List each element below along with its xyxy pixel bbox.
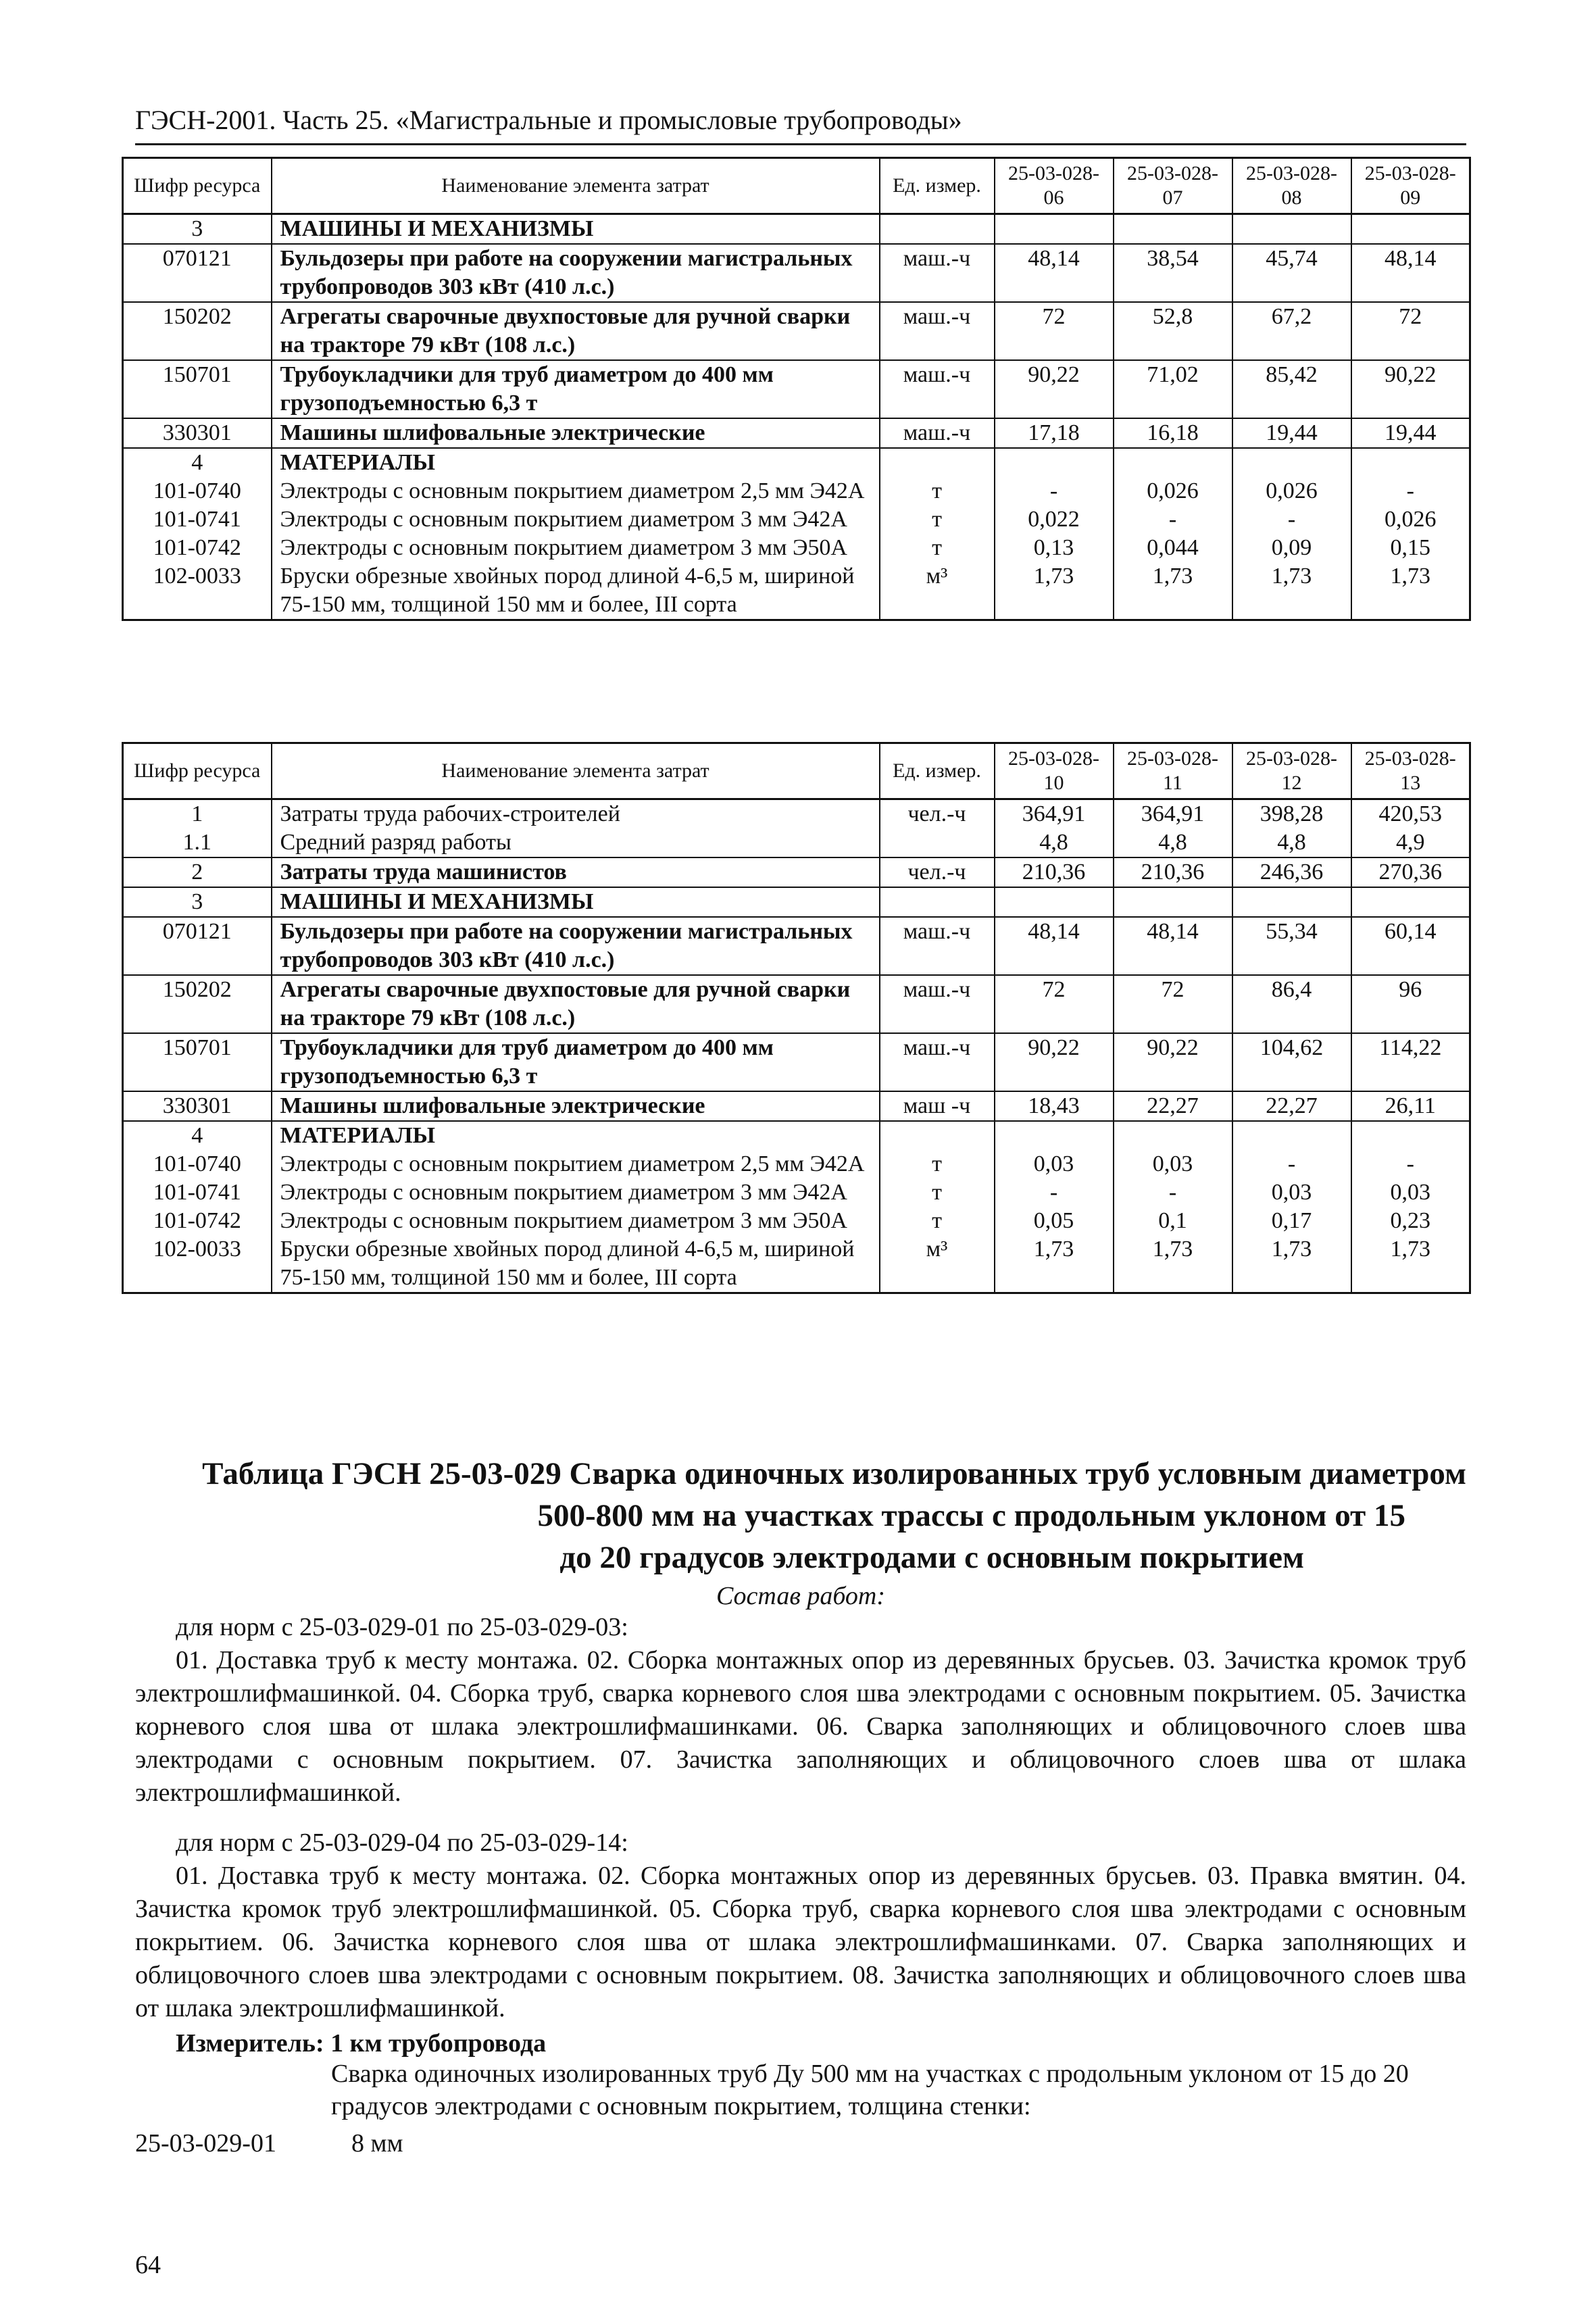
column-header-norm: 25-03-028-10 [995,743,1114,799]
resource-name-cell: Затраты труда рабочих-строителей [272,799,880,829]
resource-code-cell: 102-0033 [123,562,272,620]
column-header-norm: 25-03-028-13 [1351,743,1470,799]
value-cell [995,887,1114,917]
unit-cell: чел.-ч [880,799,995,829]
resource-name-cell: Машины шлифовальные электрические [272,1091,880,1121]
value-cell: - [995,477,1114,505]
value-cell: 210,36 [1114,857,1232,887]
unit-cell: маш.-ч [880,917,995,975]
value-cell: 104,62 [1232,1033,1351,1091]
value-cell: 210,36 [995,857,1114,887]
value-cell: - [1232,505,1351,534]
resource-name-cell: Агрегаты сварочные двухпостовые для ручной сварки на тракторе 79 кВт (108 л.с.) [272,975,880,1033]
running-header: ГЭСН-2001. Часть 25. «Магистральные и промысловые трубопроводы» [135,101,1466,145]
unit-cell: маш.-ч [880,1033,995,1091]
column-header-norm: 25-03-028-07 [1114,158,1232,214]
unit-cell: м³ [880,1235,995,1293]
value-cell: 19,44 [1351,418,1470,448]
resource-name-cell: МАШИНЫ И МЕХАНИЗМЫ [272,887,880,917]
value-cell [1351,448,1470,477]
value-cell: 90,22 [995,360,1114,418]
value-cell: 90,22 [1351,360,1470,418]
value-cell: - [1114,505,1232,534]
value-cell: - [995,1178,1114,1207]
value-cell [1114,214,1232,245]
value-cell: 0,15 [1351,534,1470,562]
table-row [123,562,1470,620]
value-cell: 1,73 [1114,1235,1232,1293]
resource-name-cell: Машины шлифовальные электрические [272,418,880,448]
value-cell: 90,22 [1114,1033,1232,1091]
section-title [135,1453,1466,1578]
value-cell: - [1351,477,1470,505]
section-title-line: 500-800 мм на участках трассы с продольным уклоном от 15 [537,1498,1405,1533]
table-row [123,1091,1470,1121]
value-cell: 71,02 [1114,360,1232,418]
value-cell [995,448,1114,477]
table-row [123,887,1470,917]
value-cell: - [1351,1150,1470,1178]
value-cell: 0,05 [995,1207,1114,1235]
unit-cell: м³ [880,562,995,620]
value-cell: 0,022 [995,505,1114,534]
resource-name-cell: МАШИНЫ И МЕХАНИЗМЫ [272,214,880,245]
value-cell: 17,18 [995,418,1114,448]
value-cell [1114,448,1232,477]
value-cell: 1,73 [1232,1235,1351,1293]
value-cell: 0,026 [1232,477,1351,505]
value-cell: 0,026 [1114,477,1232,505]
value-cell: 52,8 [1114,302,1232,360]
resource-code-cell: 101-0742 [123,534,272,562]
unit-cell: т [880,1150,995,1178]
value-cell: 48,14 [1351,244,1470,302]
value-cell [1232,214,1351,245]
value-cell: 48,14 [1114,917,1232,975]
column-header-norm: 25-03-028-09 [1351,158,1470,214]
resource-code-cell: 2 [123,857,272,887]
norm-thickness: 8 мм [351,2129,403,2158]
value-cell: 0,03 [1114,1150,1232,1178]
value-cell: 1,73 [1232,562,1351,620]
value-cell: 72 [1114,975,1232,1033]
value-cell [1351,1121,1470,1150]
resource-name-cell: Электроды с основным покрытием диаметром 3 мм Э50А [272,534,880,562]
unit-cell: т [880,505,995,534]
value-cell [1114,1121,1232,1150]
unit-cell: т [880,477,995,505]
table-row [123,799,1470,829]
value-cell: 45,74 [1232,244,1351,302]
value-cell: 0,03 [995,1150,1114,1178]
value-cell: 4,8 [995,828,1114,857]
value-cell: 246,36 [1232,857,1351,887]
resource-name-cell: Электроды с основным покрытием диаметром 2,5 мм Э42А [272,477,880,505]
resource-code-cell: 3 [123,214,272,245]
resource-name-cell: Бруски обрезные хвойных пород длиной 4-6,5 м, шириной 75-150 мм, толщиной 150 мм и более, III сорта [272,1235,880,1293]
unit-cell: маш.-ч [880,418,995,448]
table-header-row [123,743,1470,799]
unit-cell [880,448,995,477]
unit-cell: маш.-ч [880,360,995,418]
work-group-text: 01. Доставка труб к месту монтажа. 02. Сборка монтажных опор из деревянных брусьев. 03. Зачистка кромок труб электрошлифмашинкой. 04. Сборка труб, сварка корневого слоя шва электродами с основным покрытием. 05. Зачистка корневого слоя шва от шлака электрошлифмашинками. 06. Сварка заполняющих и облицовочного слоев шва электродами с основным покрытием. 07. Зачистка заполняющих и облицовочного слоев шва от шлака электрошлифмашинкой. [135,1646,1466,1807]
resource-name-cell: МАТЕРИАЛЫ [272,448,880,477]
table-row [123,448,1470,477]
value-cell [1114,887,1232,917]
value-cell: 114,22 [1351,1033,1470,1091]
page-number: 64 [135,2251,161,2279]
table-row [123,477,1470,505]
section-title-line: до 20 градусов электродами с основным покрытием [559,1540,1304,1575]
value-cell: 1,73 [1114,562,1232,620]
work-group-heading: для норм с 25-03-029-04 по 25-03-029-14: [176,1828,628,1857]
column-header-norm: 25-03-028-08 [1232,158,1351,214]
value-cell: 4,8 [1114,828,1232,857]
resource-name-cell: Электроды с основным покрытием диаметром 3 мм Э42А [272,505,880,534]
value-cell: 0,13 [995,534,1114,562]
table-row [123,244,1470,302]
table-row [123,1178,1470,1207]
resource-name-cell: Электроды с основным покрытием диаметром 2,5 мм Э42А [272,1150,880,1178]
unit-cell: т [880,1178,995,1207]
column-header-unit: Ед. измер. [880,158,995,214]
value-cell: 48,14 [995,917,1114,975]
resource-code-cell: 150202 [123,302,272,360]
resource-code-cell: 330301 [123,418,272,448]
table-row [123,360,1470,418]
unit-cell [880,1121,995,1150]
resource-name-cell: Электроды с основным покрытием диаметром 3 мм Э42А [272,1178,880,1207]
work-group-2 [135,1826,1466,2025]
table-row [123,1235,1470,1293]
value-cell: 72 [995,975,1114,1033]
table-row [123,1207,1470,1235]
resource-code-cell: 4 [123,448,272,477]
value-cell: 270,36 [1351,857,1470,887]
resource-code-cell: 101-0742 [123,1207,272,1235]
table-row [123,214,1470,245]
resource-name-cell: Бульдозеры при работе на сооружении магистральных трубопроводов 303 кВт (410 л.с.) [272,244,880,302]
table-row [123,302,1470,360]
value-cell: 420,53 [1351,799,1470,829]
table-row [123,975,1470,1033]
value-cell [995,214,1114,245]
resource-code-cell: 1 [123,799,272,829]
resource-code-cell: 330301 [123,1091,272,1121]
resource-name-cell: МАТЕРИАЛЫ [272,1121,880,1150]
value-cell: 364,91 [1114,799,1232,829]
resource-code-cell: 101-0741 [123,505,272,534]
unit-cell [880,887,995,917]
value-cell [1351,214,1470,245]
column-header-unit: Ед. измер. [880,743,995,799]
column-header-name: Наименование элемента затрат [272,743,880,799]
resource-code-cell: 102-0033 [123,1235,272,1293]
value-cell [1351,887,1470,917]
value-cell: 0,17 [1232,1207,1351,1235]
value-cell: 398,28 [1232,799,1351,829]
value-cell: 0,03 [1232,1178,1351,1207]
value-cell: 22,27 [1232,1091,1351,1121]
column-header-code: Шифр ресурса [123,158,272,214]
resource-code-cell: 070121 [123,244,272,302]
value-cell: 72 [1351,302,1470,360]
column-header-code: Шифр ресурса [123,743,272,799]
resource-name-cell: Затраты труда машинистов [272,857,880,887]
table-row [123,828,1470,857]
norm-description: Сварка одиночных изолированных труб Ду 500 мм на участках с продольным уклоном от 15 до 20 градусов электродами с основным покрытием, толщина стенки: [331,2060,1409,2120]
value-cell: 0,09 [1232,534,1351,562]
value-cell: 0,026 [1351,505,1470,534]
value-cell: 96 [1351,975,1470,1033]
value-cell: 1,73 [1351,562,1470,620]
resource-code-cell: 150202 [123,975,272,1033]
value-cell: 4,9 [1351,828,1470,857]
table-row [123,1121,1470,1150]
value-cell: 19,44 [1232,418,1351,448]
unit-cell [880,214,995,245]
resource-code-cell: 101-0740 [123,477,272,505]
unit-cell: чел.-ч [880,857,995,887]
resource-name-cell: Бруски обрезные хвойных пород длиной 4-6,5 м, шириной 75-150 мм, толщиной 150 мм и более, III сорта [272,562,880,620]
work-group-1 [135,1611,1466,1810]
resource-name-cell: Трубоукладчики для труб диаметром до 400 мм грузоподъемностью 6,3 т [272,1033,880,1091]
resource-code-cell: 101-0741 [123,1178,272,1207]
value-cell: 0,044 [1114,534,1232,562]
work-composition-heading: Состав работ: [716,1582,886,1610]
value-cell: 0,23 [1351,1207,1470,1235]
value-cell: 86,4 [1232,975,1351,1033]
value-cell: 1,73 [1351,1235,1470,1293]
column-header-name: Наименование элемента затрат [272,158,880,214]
value-cell: 0,03 [1351,1178,1470,1207]
resource-table-2 [122,742,1471,1294]
unit-cell: маш.-ч [880,244,995,302]
table-row [123,418,1470,448]
resource-code-cell: 4 [123,1121,272,1150]
resource-name-cell: Электроды с основным покрытием диаметром 3 мм Э50А [272,1207,880,1235]
value-cell: 90,22 [995,1033,1114,1091]
column-header-norm: 25-03-028-06 [995,158,1114,214]
resource-code-cell: 1.1 [123,828,272,857]
table-row [123,1150,1470,1178]
resource-name-cell: Бульдозеры при работе на сооружении магистральных трубопроводов 303 кВт (410 л.с.) [272,917,880,975]
resource-code-cell: 150701 [123,360,272,418]
value-cell: 1,73 [995,562,1114,620]
resource-name-cell: Агрегаты сварочные двухпостовые для ручной сварки на тракторе 79 кВт (108 л.с.) [272,302,880,360]
table-row [123,917,1470,975]
resource-code-cell: 101-0740 [123,1150,272,1178]
value-cell [1232,887,1351,917]
work-group-heading: для норм с 25-03-029-01 по 25-03-029-03: [176,1613,628,1641]
value-cell: 67,2 [1232,302,1351,360]
unit-cell [880,828,995,857]
column-header-norm: 25-03-028-11 [1114,743,1232,799]
value-cell [995,1121,1114,1150]
value-cell: 16,18 [1114,418,1232,448]
value-cell: 48,14 [995,244,1114,302]
resource-code-cell: 070121 [123,917,272,975]
value-cell: 26,11 [1351,1091,1470,1121]
unit-cell: т [880,1207,995,1235]
column-header-norm: 25-03-028-12 [1232,743,1351,799]
value-cell: 364,91 [995,799,1114,829]
work-group-text: 01. Доставка труб к месту монтажа. 02. Сборка монтажных опор из деревянных брусьев. 03. Правка вмятин. 04. Зачистка кромок труб электрошлифмашинкой. 05. Сборка труб, сварка корневого слоя шва электродами с основным покрытием. 06. Зачистка корневого слоя шва от шлака электрошлифмашинками. 07. Сварка заполняющих и облицовочного слоев шва электродами с основным покрытием. 08. Зачистка заполняющих и облицовочного слоев шва от шлака электрошлифмашинкой. [135,1862,1466,2022]
norm-code: 25-03-029-01 [135,2129,276,2158]
resource-code-cell: 3 [123,887,272,917]
section-title-line: Таблица ГЭСН 25-03-029 Сварка одиночных изолированных труб условным диаметром [202,1456,1466,1491]
unit-cell: маш -ч [880,1091,995,1121]
value-cell: 1,73 [995,1235,1114,1293]
value-cell: 55,34 [1232,917,1351,975]
value-cell: 72 [995,302,1114,360]
value-cell: - [1114,1178,1232,1207]
value-cell: 38,54 [1114,244,1232,302]
measure-unit: Измеритель: 1 км трубопровода [176,2029,547,2058]
unit-cell: маш.-ч [880,302,995,360]
value-cell: 0,1 [1114,1207,1232,1235]
value-cell: - [1232,1150,1351,1178]
value-cell: 22,27 [1114,1091,1232,1121]
table-header-row [123,158,1470,214]
table-row [123,857,1470,887]
value-cell: 4,8 [1232,828,1351,857]
value-cell: 60,14 [1351,917,1470,975]
resource-table-1 [122,157,1471,621]
value-cell [1232,1121,1351,1150]
table-row [123,1033,1470,1091]
value-cell [1232,448,1351,477]
unit-cell: т [880,534,995,562]
unit-cell: маш.-ч [880,975,995,1033]
value-cell: 85,42 [1232,360,1351,418]
table-row [123,534,1470,562]
value-cell: 18,43 [995,1091,1114,1121]
resource-name-cell: Трубоукладчики для труб диаметром до 400 мм грузоподъемностью 6,3 т [272,360,880,418]
resource-name-cell: Средний разряд работы [272,828,880,857]
table-row [123,505,1470,534]
resource-code-cell: 150701 [123,1033,272,1091]
